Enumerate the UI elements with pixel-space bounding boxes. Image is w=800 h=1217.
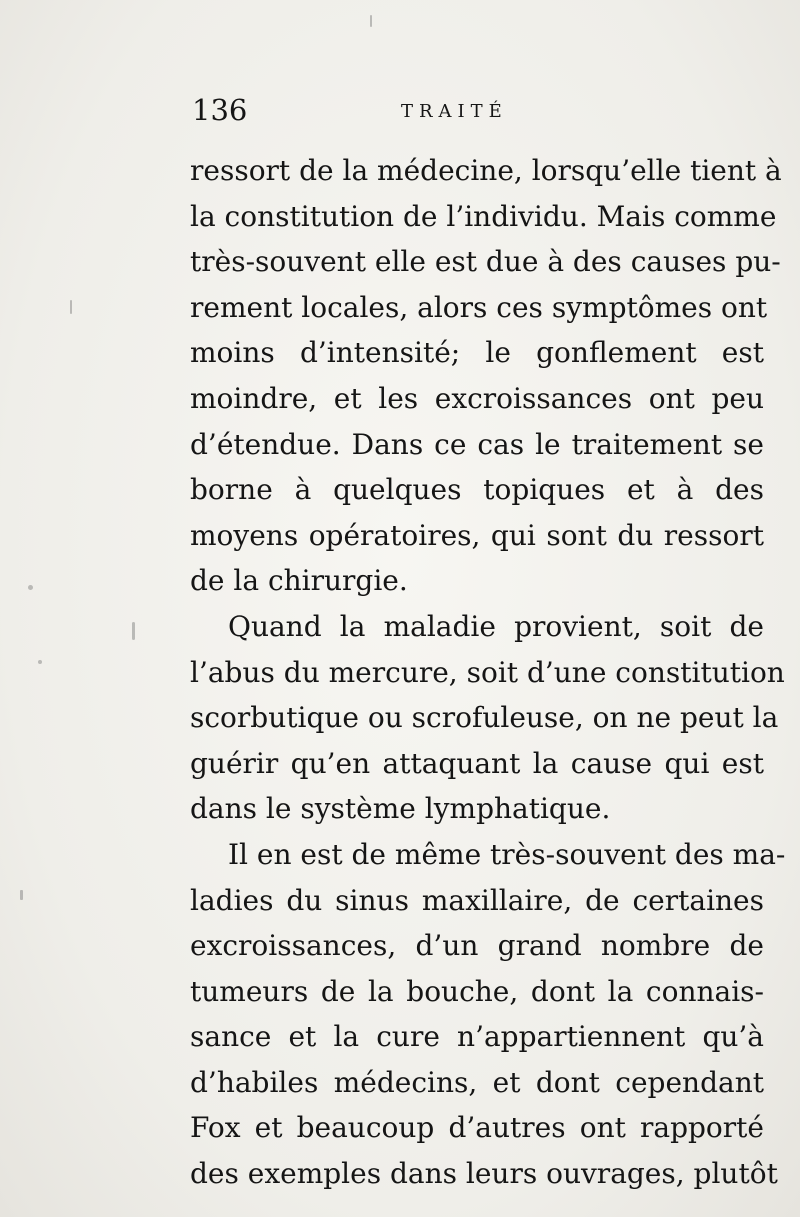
text-line: rement locales, alors ces symptômes ont: [190, 290, 768, 324]
paper-speck: [28, 585, 33, 590]
page-header: [192, 92, 762, 132]
text-line: d’étendue. Dans ce cas le traitement se: [190, 427, 764, 461]
text-line: tumeurs de la bouche, dont la connais-: [190, 974, 764, 1008]
text-line: borne à quelques topiques et à des: [190, 473, 764, 507]
running-title: TRAITÉ: [401, 101, 508, 122]
text-line: guérir qu’en attaquant la cause qui est: [190, 746, 764, 780]
text-line: moyens opératoires, qui sont du ressort: [190, 518, 764, 552]
text-line: d’habiles médecins, et dont cependant: [190, 1065, 764, 1099]
text-line: de la chirurgie.: [190, 564, 408, 598]
text-line: la constitution de l’individu. Mais comme: [190, 199, 777, 233]
paper-speck: [370, 15, 372, 27]
paper-speck: [20, 890, 23, 900]
paper-speck: [70, 300, 72, 314]
paragraph-start-line: Quand la maladie provient, soit de: [228, 609, 764, 643]
text-line: excroissances, d’un grand nombre de: [190, 929, 764, 963]
text-line: scorbutique ou scrofuleuse, on ne peut la: [190, 701, 779, 735]
paper-speck: [38, 660, 42, 664]
paragraph-start-line: Il en est de même très-souvent des ma-: [228, 837, 786, 871]
page-number: 136: [192, 93, 248, 127]
text-line: Fox et beaucoup d’autres ont rapporté: [190, 1111, 764, 1145]
text-line: très-souvent elle est due à des causes pu-: [190, 245, 781, 279]
text-line: ressort de la médecine, lorsqu’elle tient à: [190, 154, 782, 187]
paper-speck: [132, 622, 135, 640]
text-line: des exemples dans leurs ouvrages, plutôt: [190, 1157, 778, 1191]
text-line: sance et la cure n’appartiennent qu’à: [190, 1020, 764, 1054]
text-line: moindre, et les excroissances ont peu: [190, 381, 764, 415]
text-line: moins d’intensité; le gonflement est: [190, 336, 764, 370]
text-line: dans le système lymphatique.: [190, 792, 611, 826]
text-line: ladies du sinus maxillaire, de certaines: [190, 883, 764, 917]
body-text: [190, 148, 786, 1197]
text-line: l’abus du mercure, soit d’une constitution: [190, 655, 785, 689]
